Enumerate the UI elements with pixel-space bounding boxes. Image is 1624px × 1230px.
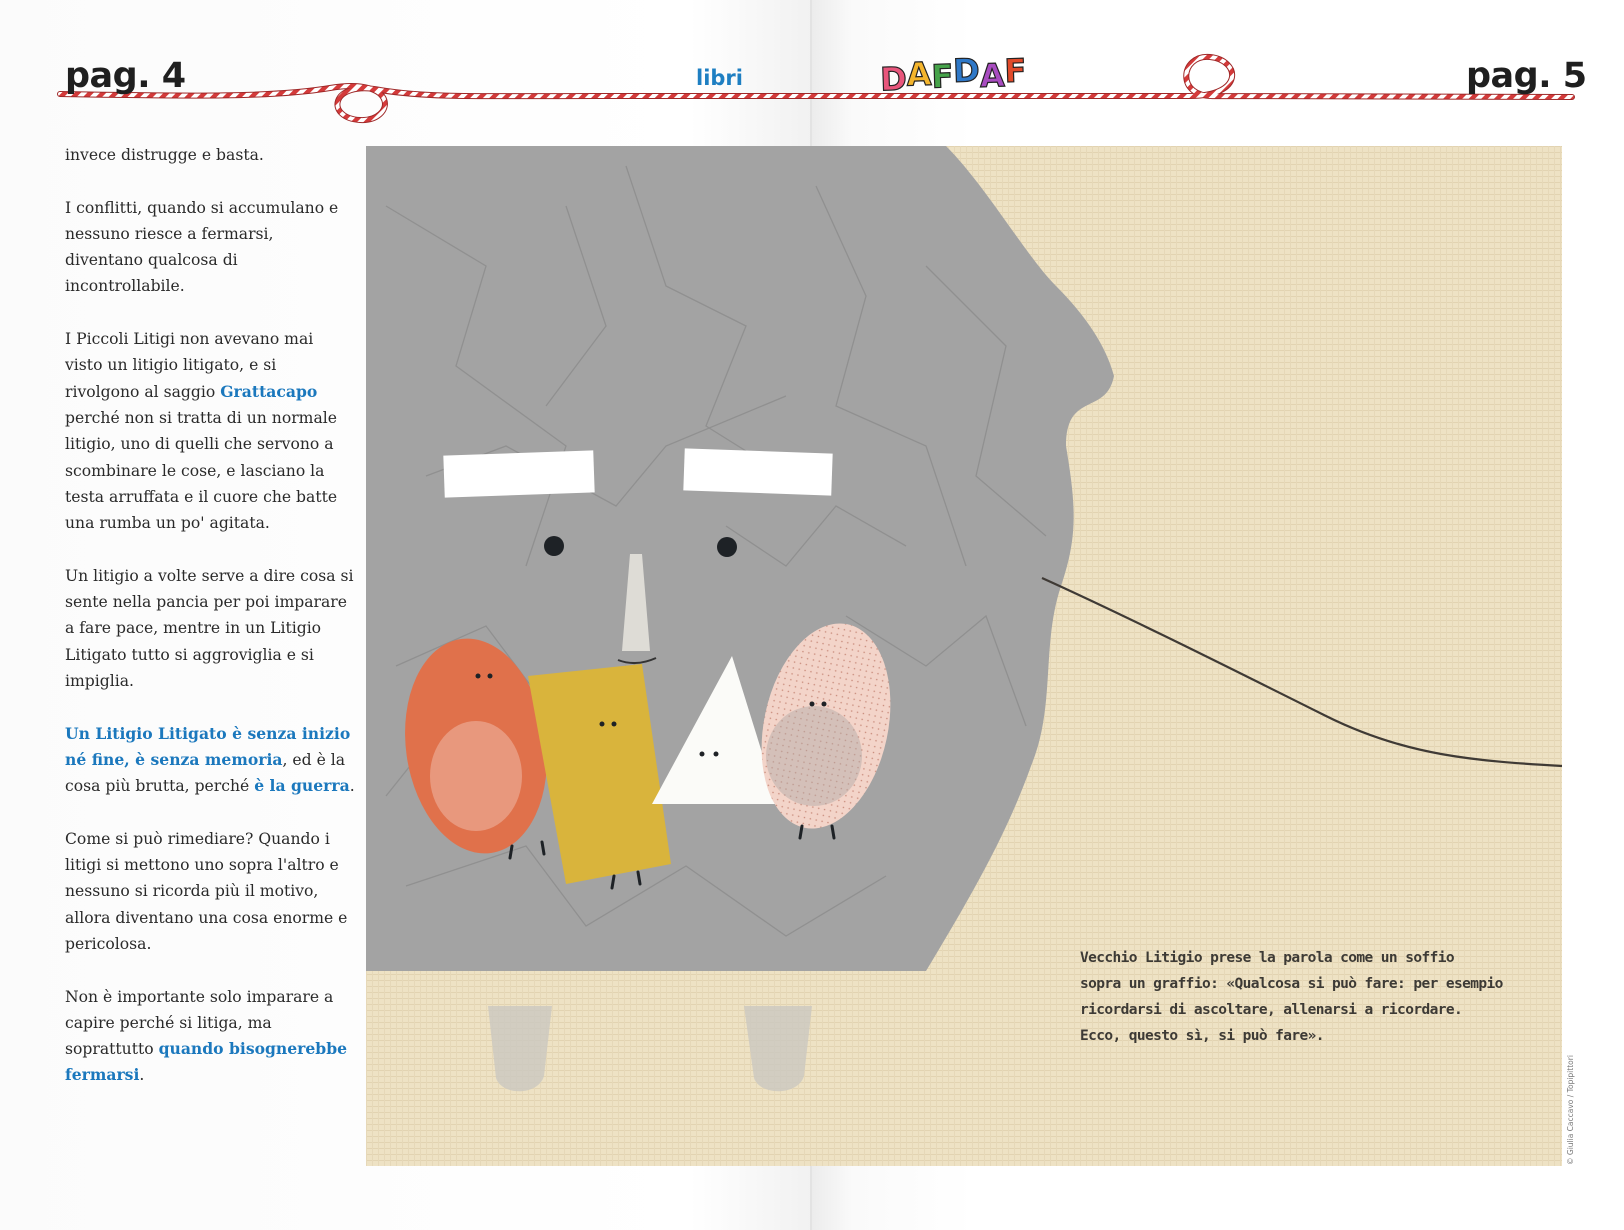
rope-decoration [0, 40, 1624, 130]
monster-leg-right [744, 1006, 812, 1091]
highlight-grattacapo: Grattacapo [220, 381, 318, 401]
eye-dot [700, 752, 705, 757]
dafdaf-logo [879, 51, 1026, 99]
eye-dot [714, 752, 719, 757]
text-run: . [139, 1066, 145, 1085]
monster-leg-left [488, 1006, 552, 1091]
text-run: Un litigio a volte serve a dire cosa si sente nella pancia per poi imparare a fare pace, mentre in un Litigio Litigato tutto si aggroviglia e si impiglia. [65, 566, 354, 690]
image-credit: © Giulia Caccavo / Topipittori [1566, 1055, 1575, 1165]
monster-eye-right [717, 537, 737, 557]
caption-line: Ecco, questo sì, si può fare». [1080, 1028, 1324, 1044]
logo-letter: D [952, 51, 980, 90]
paragraph [65, 984, 355, 1089]
highlight-no-memory: Un Litigio Litigato è senza inizio né fine, è senza memoria [65, 723, 351, 769]
text-run: , ed è la cosa più brutta, perché [65, 750, 346, 796]
logo-letter: A [905, 54, 932, 94]
page-number-left: pag. 4 [65, 56, 186, 96]
text-run: I Piccoli Litigi non avevano mai visto un litigio litigato, e si rivolgono al saggio [65, 330, 314, 401]
eye-dot [810, 702, 815, 707]
eye-dot [600, 722, 605, 727]
paragraph [65, 721, 355, 800]
logo-letter: A [979, 56, 1005, 96]
highlight-stop: quando bisognerebbe fermarsi [65, 1039, 348, 1085]
paragraph [65, 563, 355, 694]
text-run: perché non si tratta di un normale litigio, uno di quelli che servono a scombinare le cose, e lasciano la testa arruffata e il cuore che batte una rumba un po' agitata. [65, 408, 338, 533]
eye-dot [488, 674, 493, 679]
orange-litigio-wing [430, 721, 522, 831]
eye-dot [476, 674, 481, 679]
page-number-right: pag. 5 [1466, 56, 1587, 96]
paragraph [65, 826, 355, 957]
logo-letter: D [879, 59, 907, 99]
monster-eye-left [544, 536, 564, 556]
eye-dot [612, 722, 617, 727]
paragraph [65, 195, 355, 300]
pink-litigio-wing [766, 706, 862, 806]
caption-line: ricordarsi di ascoltare, allenarsi a ricordare. [1080, 1002, 1463, 1018]
caption-line: Vecchio Litigio prese la parola come un soffio [1080, 950, 1454, 966]
text-run: . [349, 777, 355, 796]
article-body [65, 142, 355, 1115]
text-run: invece distrugge e basta. [65, 146, 264, 164]
text-run: Non è importante solo imparare a capire perché si litiga, ma soprattutto [65, 987, 334, 1059]
monster-eyebrow-right [683, 448, 832, 495]
eye-dot [822, 702, 827, 707]
section-label[interactable]: libri [696, 66, 743, 90]
logo-letter: F [1003, 51, 1026, 91]
text-run: I conflitti, quando si accumulano e nessuno riesce a fermarsi, diventano qualcosa di incontrollabile. [65, 198, 339, 296]
paragraph [65, 326, 355, 536]
illustration-caption [1080, 945, 1550, 1049]
caption-line: sopra un graffio: «Qualcosa si può fare: per esempio [1080, 976, 1503, 992]
highlight-war: è la guerra [254, 776, 350, 796]
paragraph [65, 142, 355, 168]
monster-eyebrow-left [443, 450, 594, 497]
text-run: Come si può rimediare? Quando i litigi si mettono uno sopra l'altro e nessuno si ricorda più il motivo, allora diventano una cosa enorme e pericolosa. [65, 829, 348, 953]
logo-letter: F [930, 57, 953, 96]
